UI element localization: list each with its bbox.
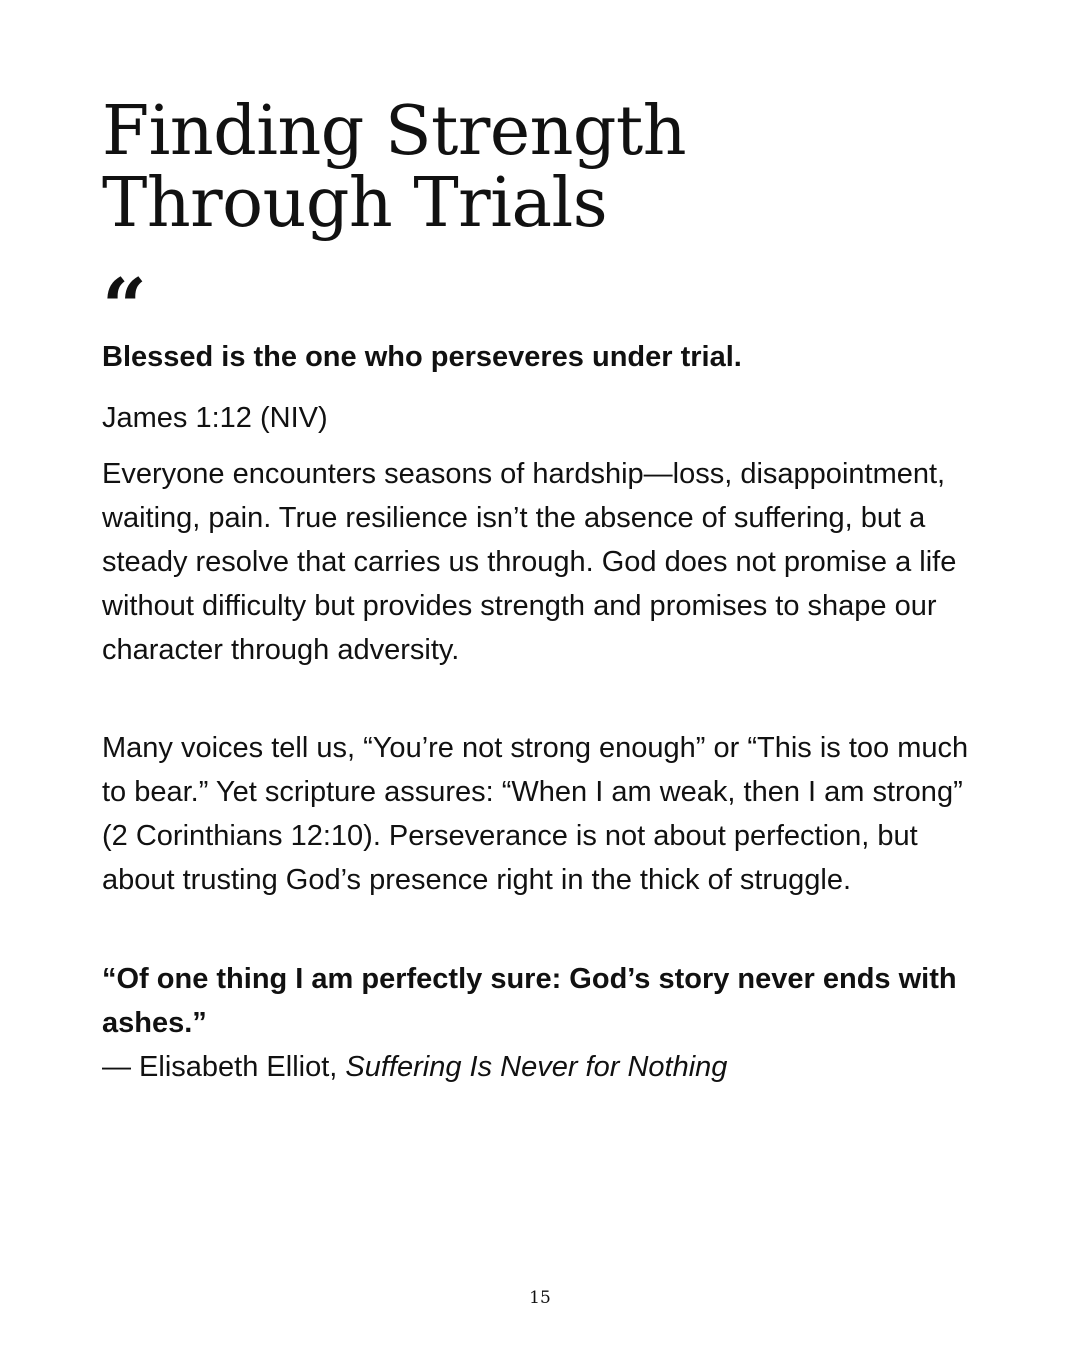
pull-quote: “Of one thing I am perfectly sure: God’s story never ends with ashes.” <box>102 963 957 1039</box>
attribution-book-title: Suffering Is Never for Nothing <box>345 1051 728 1083</box>
title-line-2: Through Trials <box>102 164 608 243</box>
title-line-1: Finding Strength <box>102 92 687 171</box>
scripture-reference: James 1:12 (NIV) <box>102 402 328 434</box>
attribution-author: — Elisabeth Elliot, <box>102 1051 346 1083</box>
body-paragraph-2: Many voices tell us, “You’re not strong enough” or “This is too much to bear.” Yet scripture assures: “When I am weak, then I am strong” (2 Corinthians 12:10). Perseverance is not about perfection, but about trusting God’s presence right in the thick of struggle. <box>102 732 969 896</box>
body-paragraph-1: Everyone encounters seasons of hardship—loss, disappointment, waiting, pain. True resilience isn’t the absence of suffering, but a steady resolve that carries us through. God does not promise a life without difficulty but provides strength and promises to shape our character through adversity. <box>102 458 957 666</box>
scripture-verse: Blessed is the one who perseveres under trial. <box>102 341 742 373</box>
page-title <box>102 92 992 243</box>
quote-attribution <box>102 1045 992 1089</box>
quote-mark-icon: “ <box>102 262 147 353</box>
page-number: 15 <box>529 1288 551 1308</box>
